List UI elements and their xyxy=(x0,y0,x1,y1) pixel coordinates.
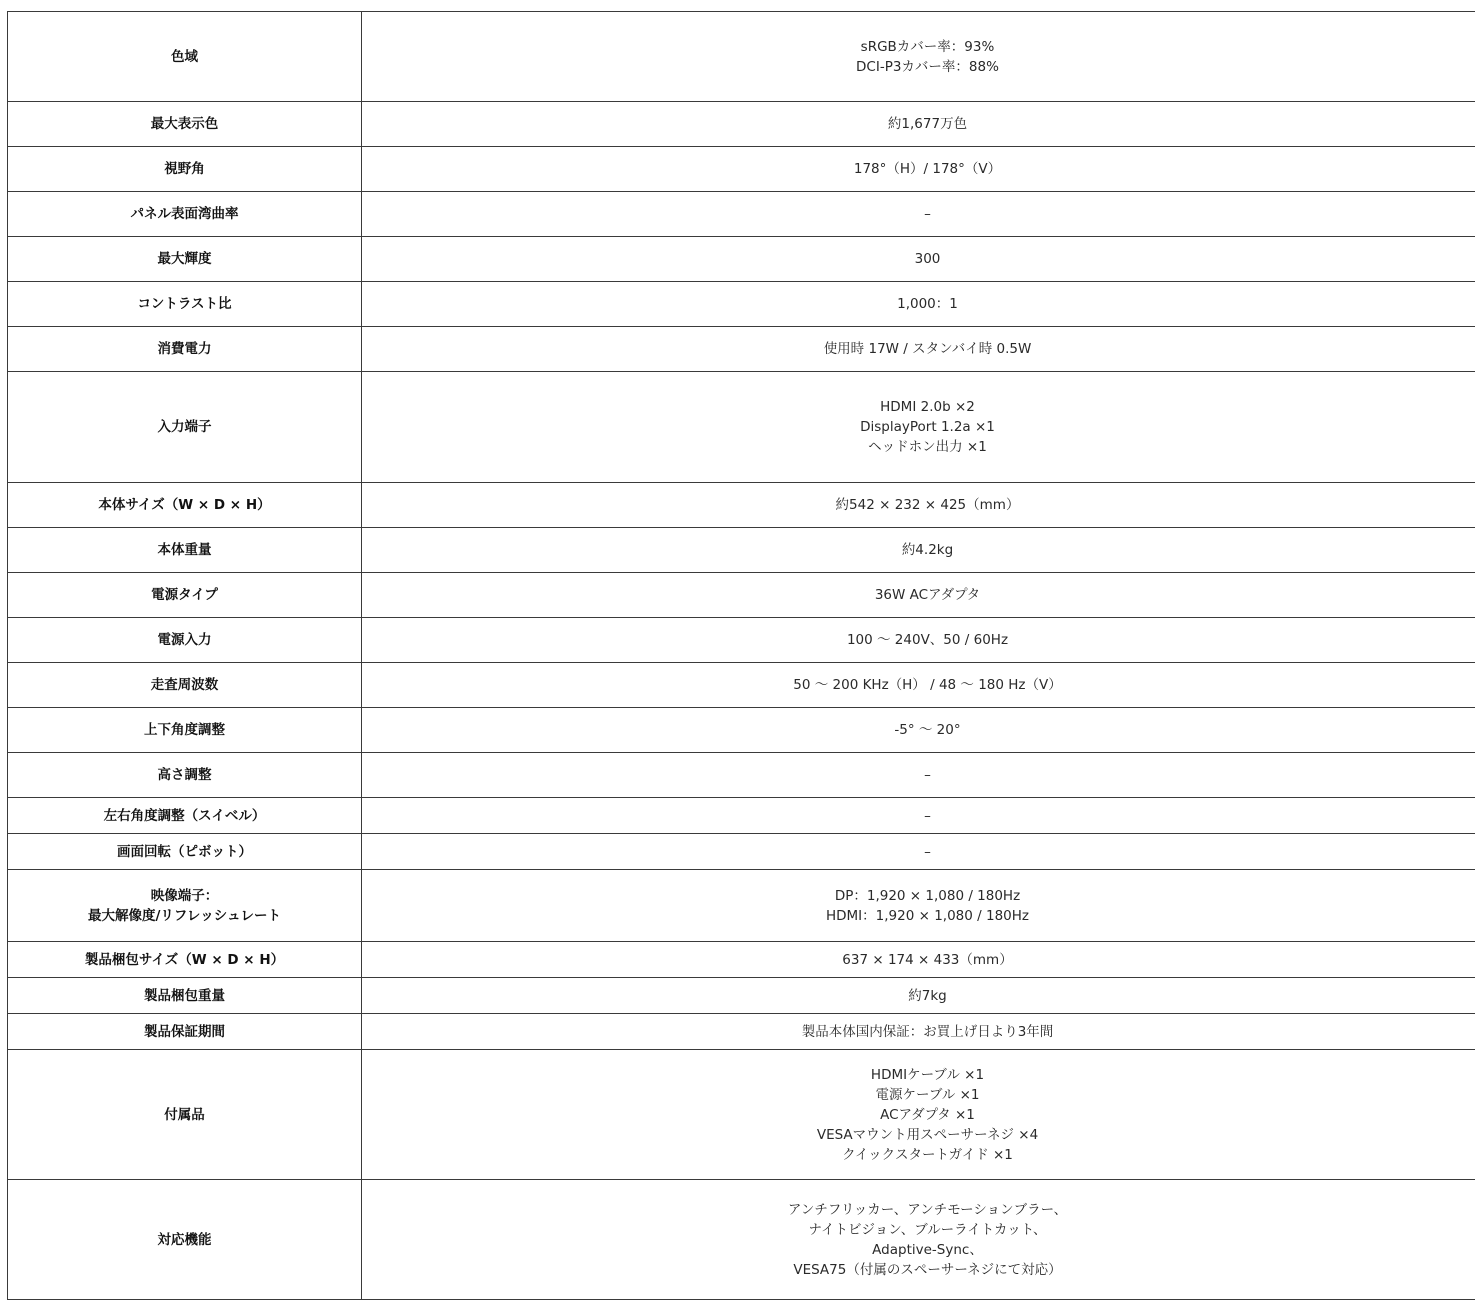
spec-label-cell xyxy=(8,1050,362,1180)
spec-label-cell xyxy=(8,618,362,663)
spec-label: 高さ調整 xyxy=(157,767,212,783)
spec-label: 最大表示色 xyxy=(150,116,219,132)
spec-label-cell xyxy=(8,327,362,372)
spec-value: HDMI 2.0b ×2 xyxy=(880,399,975,415)
spec-row xyxy=(8,483,1475,528)
spec-value: 1,000：1 xyxy=(897,296,958,312)
spec-label: 左右角度調整（スイベル） xyxy=(103,807,266,824)
spec-label-cell xyxy=(8,834,362,870)
spec-label: 電源入力 xyxy=(157,632,212,648)
spec-label-cell xyxy=(8,102,362,147)
spec-label: 消費電力 xyxy=(157,341,212,357)
spec-label: 画面回転（ピボット） xyxy=(117,843,252,860)
spec-row xyxy=(8,372,1475,483)
spec-value: VESAマウント用スペーサーネジ ×4 xyxy=(816,1126,1039,1143)
spec-value: 約542 × 232 × 425（mm） xyxy=(835,497,1020,513)
spec-value-cell xyxy=(362,327,1475,372)
spec-label-cell xyxy=(8,942,362,978)
spec-label: 付属品 xyxy=(164,1106,205,1123)
spec-row xyxy=(8,753,1475,798)
spec-value: ヘッドホン出力 ×1 xyxy=(868,439,987,455)
spec-label: 本体サイズ（W × D × H） xyxy=(98,497,271,513)
spec-value: 300 xyxy=(914,251,941,267)
spec-label: コントラスト比 xyxy=(137,296,232,312)
spec-value-cell xyxy=(362,978,1475,1014)
spec-value-cell xyxy=(362,237,1475,282)
spec-label: 製品保証期間 xyxy=(144,1023,225,1040)
spec-row xyxy=(8,834,1475,870)
spec-value: – xyxy=(924,843,931,860)
spec-value-cell xyxy=(362,870,1475,942)
spec-value-cell xyxy=(362,282,1475,327)
spec-value: 637 × 174 × 433（mm） xyxy=(842,951,1013,968)
spec-value: 電源ケーブル ×1 xyxy=(875,1086,980,1103)
spec-label-cell xyxy=(8,528,362,573)
spec-value-cell xyxy=(362,798,1475,834)
spec-row xyxy=(8,1014,1475,1050)
spec-value-cell xyxy=(362,1014,1475,1050)
spec-value: ACアダプタ ×1 xyxy=(880,1106,975,1123)
spec-value: 100 ～ 240V、50 / 60Hz xyxy=(846,632,1009,648)
spec-value-cell xyxy=(362,708,1475,753)
spec-label: 映像端子： xyxy=(150,887,219,904)
spec-row xyxy=(8,528,1475,573)
spec-value: 約1,677万色 xyxy=(887,116,968,132)
spec-label-cell xyxy=(8,147,362,192)
spec-value: DP：1,920 × 1,080 / 180Hz xyxy=(834,887,1021,904)
spec-value-cell xyxy=(362,663,1475,708)
spec-value-cell xyxy=(362,147,1475,192)
spec-value-cell xyxy=(362,528,1475,573)
spec-value: sRGBカバー率：93% xyxy=(860,38,995,55)
spec-label: 視野角 xyxy=(164,161,205,177)
spec-row xyxy=(8,192,1475,237)
spec-row xyxy=(8,798,1475,834)
spec-label: 走査周波数 xyxy=(150,677,219,693)
spec-label-cell xyxy=(8,12,362,102)
spec-row xyxy=(8,573,1475,618)
spec-value-cell xyxy=(362,753,1475,798)
spec-row xyxy=(8,870,1475,942)
spec-value: 製品本体国内保証：お買上げ日より3年間 xyxy=(801,1023,1054,1040)
spec-table xyxy=(7,11,1475,1300)
spec-value: – xyxy=(924,807,931,824)
spec-table-container xyxy=(7,11,1475,1300)
spec-label-cell xyxy=(8,870,362,942)
spec-value: 36W ACアダプタ xyxy=(874,587,981,603)
spec-label-cell xyxy=(8,663,362,708)
spec-value-cell xyxy=(362,573,1475,618)
spec-value: – xyxy=(924,767,931,783)
spec-row xyxy=(8,978,1475,1014)
spec-label-cell xyxy=(8,708,362,753)
spec-label-cell xyxy=(8,237,362,282)
spec-value: HDMI：1,920 × 1,080 / 180Hz xyxy=(825,907,1029,924)
spec-label: 色域 xyxy=(171,48,198,65)
spec-row xyxy=(8,102,1475,147)
spec-label: 最大輝度 xyxy=(157,251,212,267)
spec-value: ナイトビジョン、ブルーライトカット、 xyxy=(808,1221,1047,1238)
spec-row xyxy=(8,708,1475,753)
spec-row xyxy=(8,147,1475,192)
spec-label-cell xyxy=(8,753,362,798)
spec-label: 対応機能 xyxy=(157,1231,212,1248)
spec-value: 50 ～ 200 KHz（H） / 48 ～ 180 Hz（V） xyxy=(793,677,1062,693)
spec-label-cell xyxy=(8,1014,362,1050)
spec-value: クイックスタートガイド ×1 xyxy=(842,1146,1013,1163)
spec-label: 製品梱包重量 xyxy=(144,987,225,1004)
spec-value-cell xyxy=(362,12,1475,102)
spec-label: パネル表面湾曲率 xyxy=(130,206,239,222)
spec-value-cell xyxy=(362,1180,1475,1300)
spec-value: DCI-P3カバー率：88% xyxy=(856,58,999,75)
spec-label-cell xyxy=(8,1180,362,1300)
spec-value: VESA75（付属のスペーサーネジにて対応） xyxy=(793,1261,1062,1278)
spec-value-cell xyxy=(362,192,1475,237)
spec-value: 約7kg xyxy=(908,987,947,1004)
spec-row xyxy=(8,1050,1475,1180)
spec-row xyxy=(8,327,1475,372)
spec-value: アンチフリッカー、アンチモーションブラー、 xyxy=(787,1201,1068,1218)
spec-label-cell xyxy=(8,192,362,237)
spec-label: 電源タイプ xyxy=(151,587,218,603)
spec-row xyxy=(8,942,1475,978)
spec-value: -5° ～ 20° xyxy=(894,722,961,738)
spec-label: 最大解像度/リフレッシュレート xyxy=(88,907,281,924)
spec-label: 入力端子 xyxy=(157,419,212,435)
spec-row xyxy=(8,282,1475,327)
spec-label: 本体重量 xyxy=(157,542,212,558)
spec-row xyxy=(8,663,1475,708)
spec-value-cell xyxy=(362,834,1475,870)
spec-label-cell xyxy=(8,573,362,618)
spec-row xyxy=(8,12,1475,102)
spec-row xyxy=(8,1180,1475,1300)
spec-label-cell xyxy=(8,798,362,834)
spec-value-cell xyxy=(362,942,1475,978)
spec-label-cell xyxy=(8,978,362,1014)
spec-label: 上下角度調整 xyxy=(144,722,225,738)
spec-value: – xyxy=(924,206,931,222)
spec-value-cell xyxy=(362,618,1475,663)
spec-value-cell xyxy=(362,102,1475,147)
spec-value-cell xyxy=(362,483,1475,528)
spec-label-cell xyxy=(8,483,362,528)
spec-value: 約4.2kg xyxy=(901,542,954,558)
spec-label: 製品梱包サイズ（W × D × H） xyxy=(84,951,285,968)
spec-table-body xyxy=(8,12,1475,1300)
spec-row xyxy=(8,618,1475,663)
spec-value-cell xyxy=(362,1050,1475,1180)
spec-value: HDMIケーブル ×1 xyxy=(870,1066,985,1083)
spec-value: Adaptive-Sync、 xyxy=(872,1241,983,1258)
spec-value-cell xyxy=(362,372,1475,483)
spec-value: DisplayPort 1.2a ×1 xyxy=(860,419,995,435)
spec-label-cell xyxy=(8,372,362,483)
spec-row xyxy=(8,237,1475,282)
spec-value: 使用時 17W / スタンバイ時 0.5W xyxy=(823,341,1032,357)
spec-label-cell xyxy=(8,282,362,327)
spec-value: 178°（H）/ 178°（V） xyxy=(853,161,1002,177)
